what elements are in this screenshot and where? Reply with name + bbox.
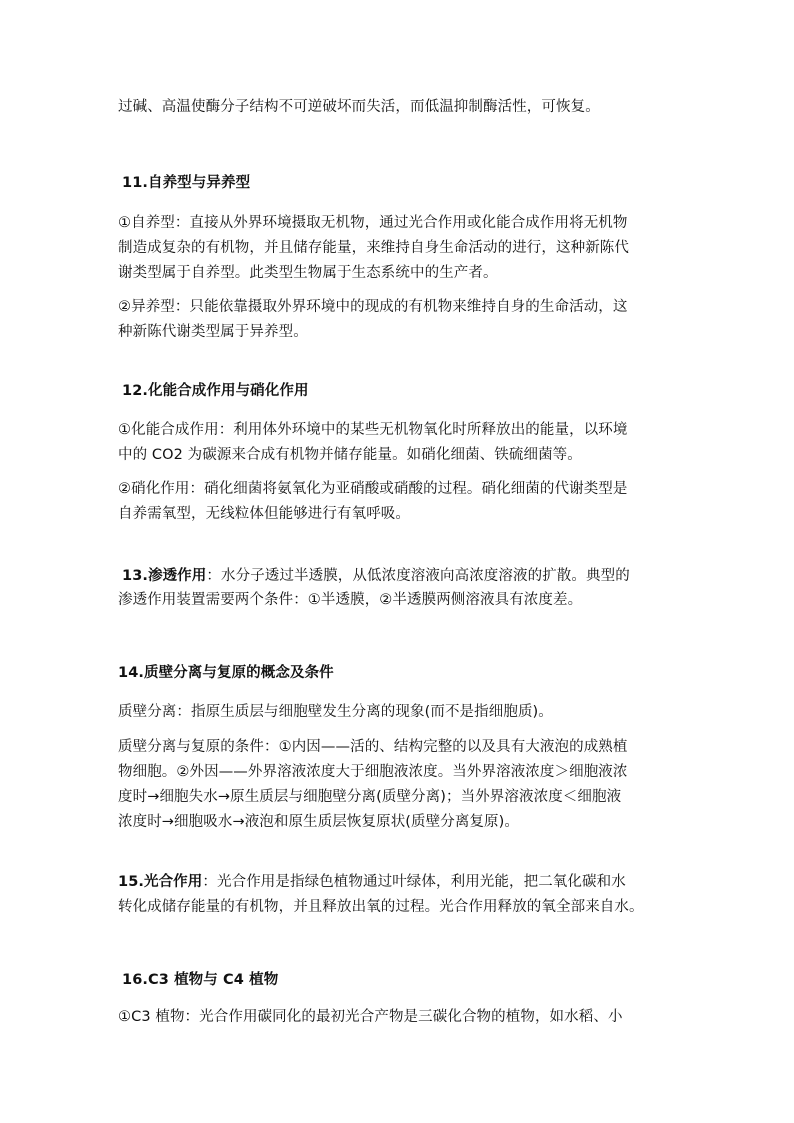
- paragraph-line: 度时→细胞失水→原生质层与细胞壁分离(质壁分离)；当外界溶液浓度＜细胞液: [118, 789, 622, 805]
- paragraph-line: 种新陈代谢类型属于异养型。: [118, 324, 308, 340]
- paragraph-line: ①化能合成作用：利用体外环境中的某些无机物氧化时所释放出的能量，以环境: [118, 422, 628, 438]
- section-13-line: [122, 566, 682, 586]
- paragraph-line: 浓度时→细胞吸水→液泡和原生质层恢复原状(质壁分离复原)。: [118, 814, 520, 830]
- section-15-text: ：光合作用是指绿色植物通过叶绿体，利用光能，把二氧化碳和水: [202, 874, 626, 890]
- section-heading-12: 12.化能合成作用与硝化作用: [122, 383, 309, 399]
- paragraph-line: 物细胞。②外因——外界溶液浓度大于细胞液浓度。当外界溶液浓度＞细胞液浓: [118, 764, 628, 780]
- section-heading-14: 14.质壁分离与复原的概念及条件: [118, 665, 334, 681]
- paragraph-line: 过碱、高温使酶分子结构不可逆破坏而失活，而低温抑制酶活性，可恢复。: [118, 99, 600, 115]
- paragraph-line: ①自养型：直接从外界环境摄取无机物，通过光合作用或化能合成作用将无机物: [118, 215, 628, 231]
- section-heading-11: 11.自养型与异养型: [122, 175, 251, 191]
- section-13-text: ：水分子透过半透膜，从低浓度溶液向高浓度溶液的扩散。典型的: [206, 568, 630, 584]
- paragraph-line: 渗透作用装置需要两个条件：①半透膜，②半透膜两侧溶液具有浓度差。: [118, 592, 583, 608]
- paragraph-line: 谢类型属于自养型。此类型生物属于生态系统中的生产者。: [118, 265, 498, 281]
- paragraph-line: 制造成复杂的有机物，并且储存能量，来维持自身生命活动的进行，这种新陈代: [118, 240, 629, 256]
- section-heading-16: 16.C3 植物与 C4 植物: [122, 972, 279, 988]
- paragraph-line: 自养需氧型，无线粒体但能够进行有氧呼吸。: [118, 506, 410, 522]
- paragraph-line: ②异养型：只能依靠摄取外界环境中的现成的有机物来维持自身的生命活动，这: [118, 299, 628, 315]
- section-15-line: [118, 872, 678, 892]
- paragraph-line: ①C3 植物：光合作用碳同化的最初光合产物是三碳化合物的植物，如水稻、小: [118, 1009, 623, 1025]
- paragraph-line: 中的 CO2 为碳源来合成有机物并储存能量。如硝化细菌、铁硫细菌等。: [118, 447, 582, 463]
- section-heading-15: 15.光合作用: [118, 874, 203, 890]
- section-heading-13: 13.渗透作用: [122, 568, 207, 584]
- paragraph-line: 质壁分离与复原的条件：①内因——活的、结构完整的以及具有大液泡的成熟植: [118, 739, 628, 755]
- paragraph-line: 质壁分离：指原生质层与细胞壁发生分离的现象(而不是指细胞质)。: [118, 704, 553, 720]
- paragraph-line: ②硝化作用：硝化细菌将氨氧化为亚硝酸或硝酸的过程。硝化细菌的代谢类型是: [118, 481, 628, 497]
- paragraph-line: 转化成储存能量的有机物，并且释放出氧的过程。光合作用释放的氧全部来自水。: [118, 899, 644, 915]
